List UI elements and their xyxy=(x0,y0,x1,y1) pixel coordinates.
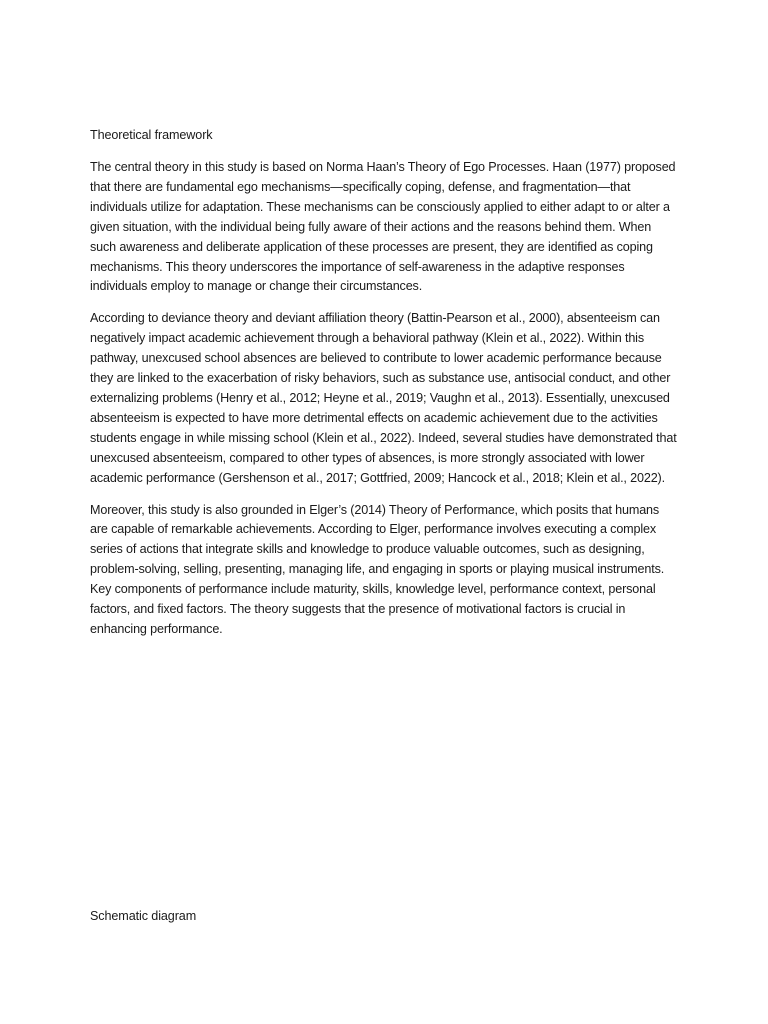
paragraph-theory-of-performance: Moreover, this study is also grounded in Elger’s (2014) Theory of Performance, which posits that humans are capable of remarkable achievements. According to Elger, performance involves executing a complex series of actions that integrate skills and knowledge to produce valuable outcomes, such as designing, problem-solving, selling, presenting, managing life, and engaging in sports or playing musical instruments. Key components of performance include maturity, skills, knowledge level, performance context, personal factors, and fixed factors. The theory suggests that the presence of motivational factors is crucial in enhancing performance. xyxy=(90,502,665,636)
section-title: Theoretical framework xyxy=(90,128,213,142)
schematic-diagram-heading: Schematic diagram xyxy=(90,909,197,923)
document-body xyxy=(90,125,680,652)
paragraph-deviance-theory: According to deviance theory and deviant affiliation theory (Battin-Pearson et al., 2000), absenteeism can negatively impact academic achievement through a behavioral pathway (Klein et al., 2022). Within this pathway, unexcused school absences are believed to contribute to lower academic performance because they are linked to the exacerbation of risky behaviors, such as substance use, antisocial conduct, and other externalizing problems (Henry et al., 2012; Heyne et al., 2019; Vaughn et al., 2013). Essentially, unexcused absenteeism is expected to have more detrimental effects on academic achievement due to the activities students engage in while missing school (Klein et al., 2022). Indeed, several studies have demonstrated that unexcused absenteeism, compared to other types of absences, is more strongly associated with lower academic performance (Gershenson et al., 2017; Gottfried, 2009; Hancock et al., 2018; Klein et al., 2022). xyxy=(90,311,677,485)
paragraph-ego-processes: The central theory in this study is based on Norma Haan’s Theory of Ego Processes. Haan (1977) proposed that there are fundamental ego mechanisms—specifically coping, defense, and fragmentation—that individuals utilize for adaptation. These mechanisms can be consciously applied to either adapt to or alter a given situation, with the individual being fully aware of their actions and the reasons behind them. When such awareness and deliberate application of these processes are present, they are identified as coping mechanisms. This theory underscores the importance of self-awareness in the adaptive responses individuals employ to manage or change their circumstances. xyxy=(90,160,676,294)
